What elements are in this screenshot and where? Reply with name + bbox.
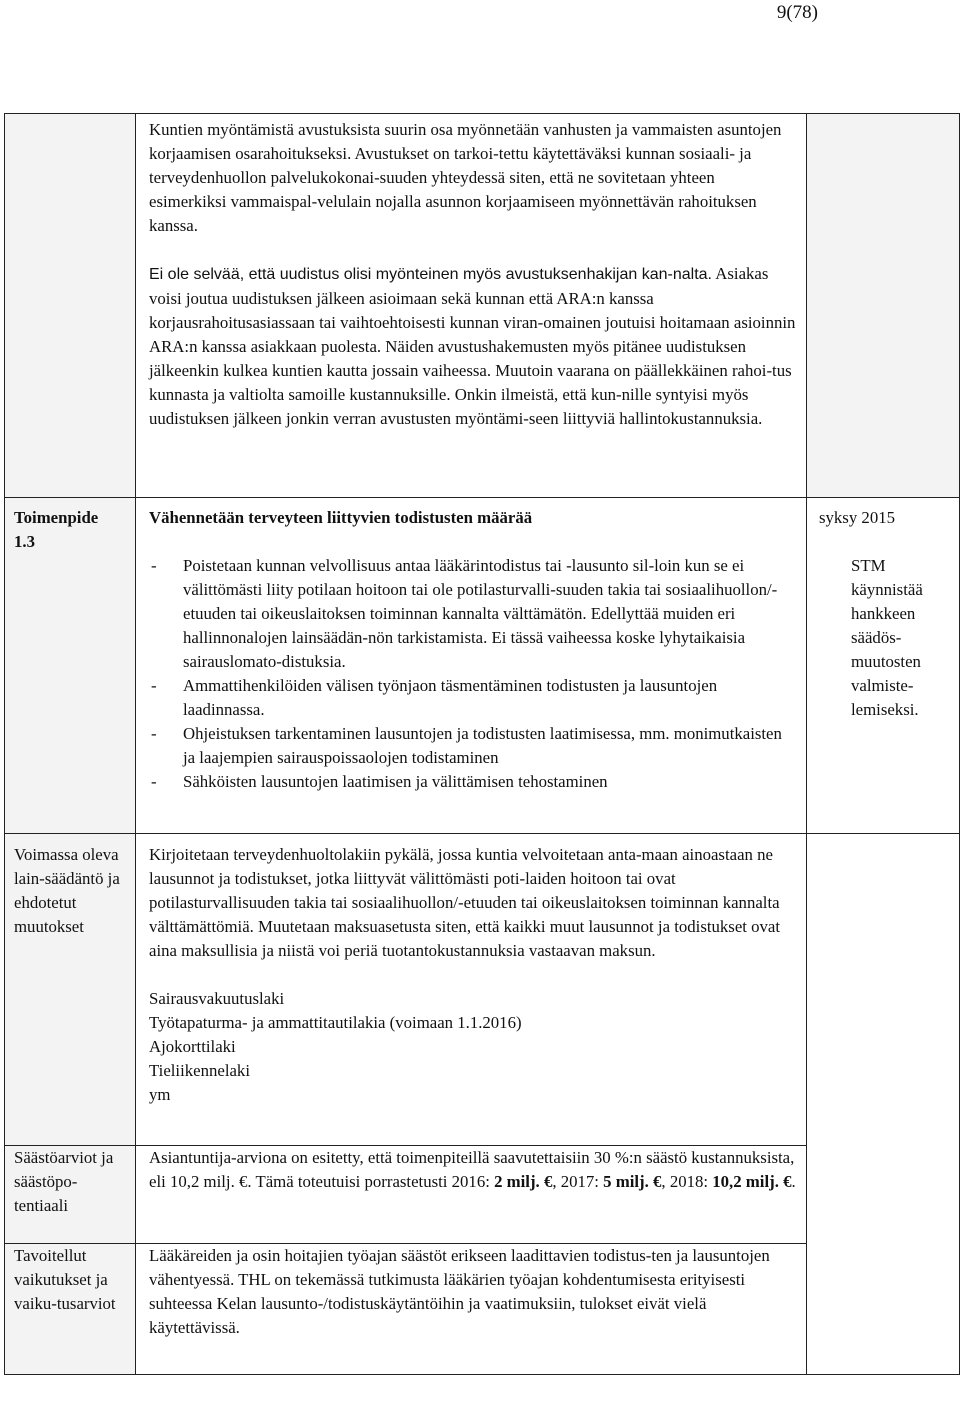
savings-text-main: Asiantuntija-arviona on esitetty, että toimenpiteillä saavutettaisiin 30 %:n säästö kustannuksista, eli 10,2 milj. €. Tämä toteutuisi porrastetusti 2016: [149,1148,795,1191]
table-row-intro [5,114,960,498]
savings-2016: 2 milj. € [494,1172,553,1191]
intro-paragraph-2-rest: Asiakas voisi joutua uudistuksen jälkeen asioimaan sekä kunnan että ARA:n kanssa korjausrahoitusasiassaan tai vaihtoehtoisesti kunnan viran-omainen joutuisi hoitamaan asioinnin ARA:n kanssa asiakkaan puolesta. Näiden avustushakemusten myös pitänee uudistuksen jälkeenkin kulkea kuntien kautta jossain vaiheessa. Muutoin vaarana on päällekkäinen rahoi-tus kunnasta ja valtiolta samoille kustannuksille. Onkin ilmeistä, että kun-nille syntyisi myös uudistuksen jälkeen jonkin verran avustusten myöntämi-seen liittyviä hallintokustannuksia. [149,264,796,428]
measure-title: Vähennetään terveyteen liittyvien todistusten määrää [149,508,533,527]
empty-label-cell [5,114,136,498]
laws-list [149,987,796,1107]
impacts-label-cell [5,1244,136,1375]
list-item: - Sähköisten lausuntojen laatimisen ja välittämisen tehostaminen [149,770,796,794]
law-item: Tieliikennelaki [149,1061,250,1080]
impacts-label: Tavoitellut vaikutukset ja vaiku-tusarviot [14,1246,116,1313]
legislation-label-cell [5,834,136,1146]
legislation-cell [136,834,807,1146]
table-row-legislation [5,834,960,1146]
law-item: Sairausvakuutuslaki [149,989,285,1008]
legislation-label: Voimassa oleva lain-säädäntö ja ehdotetut muutokset [14,845,120,936]
measure-bullet-list [149,554,796,794]
timing-text: syksy 2015 [819,508,895,527]
savings-text [149,1146,796,1194]
measure-cell [136,498,807,834]
table-row-measure [5,498,960,834]
intro-cell [136,114,807,498]
savings-label-cell [5,1146,136,1244]
empty-side-cell [807,114,960,498]
measure-number: 1.3 [14,532,35,551]
list-item: - Ohjeistuksen tarkentaminen lausuntojen ja todistusten laatimisessa, mm. monimutkaisten ja laajempien sairauspoissaolojen todistaminen [149,722,796,770]
savings-sep: , 2018: [661,1172,713,1191]
savings-label: Säästöarviot ja säästöpo-tentiaali [14,1148,114,1215]
savings-sep: , 2017: [552,1172,604,1191]
intro-paragraph-2 [149,262,796,431]
savings-cell [136,1146,807,1244]
list-item: - Poistetaan kunnan velvollisuus antaa lääkärintodistus tai -lausunto sil-loin kun se ei välittömästi liity potilaan hoitoon tai ole potilasturvalli-suuden takia tai sosiaalihuollon/-etuuden tai oikeuslaitoksen toiminnan kannalta välttämätön. Edellyttää muiden eri hallinnonalojen lainsäädän-nön tarkistamista. Ei tässä vaiheessa koske lyhytaikaisia sairauslomato-distuksia. [149,554,796,674]
page-number: 9(78) [776,2,818,23]
law-item: Ajokorttilaki [149,1037,236,1056]
timing-cell [807,498,960,834]
legislation-paragraph: Kirjoitetaan terveydenhuoltolakiin pykälä, jossa kuntia velvoitetaan anta-maan ainoastaan ne lausunnot ja todistukset, jotka liittyvät välittömästi poti-laiden hoitoon tai ovat potilasturvallisuuden takia tai sosiaalihuollon/-etuuden tai oikeuslaitoksen toiminnan kannalta välttämättömiä. Muutetaan maksuasetusta siten, että kaikki muut lausunnot ja todistukset ovat aina maksullisia ja niistä voi periä tuotantokustannuksia vastaavan maksun. [149,845,781,960]
savings-2017: 5 milj. € [603,1172,662,1191]
impacts-text: Lääkäreiden ja osin hoitajien työajan säästöt erikseen laadittavien todistus-ten ja lausuntojen vähentyessä. THL on tekemässä tutkimusta lääkärien työajan kohdentumisesta erityisesti suhteessa Kelan lausunto-/todistuskäytäntöihin ja vaatimuksiin, tulokset eivät vielä käytettävissä. [149,1246,770,1337]
measure-label: Toimenpide [14,508,99,527]
law-item: Työtapaturma- ja ammattitautilakia (voimaan 1.1.2016) [149,1013,522,1032]
measure-label-cell [5,498,136,834]
intro-paragraph-2-lead: Ei ole selvää, että uudistus olisi myönteinen myös avustuksenhakijan kan-nalta. [149,266,712,283]
responsible-text: STM käynnistää hankkeen säädös-muutosten valmiste-lemiseksi. [851,556,923,719]
savings-end: . [791,1172,796,1191]
impacts-cell [136,1244,807,1375]
measures-table [4,113,960,1375]
intro-paragraph-1: Kuntien myöntämistä avustuksista suurin osa myönnetään vanhusten ja vammaisten asuntojen korjaamisen osarahoitukseksi. Avustukset on tarkoi-tettu käytettäväksi kunnan sosiaali- ja terveydenhuollon palvelukokonai-suuden yhteydessä siten, että ne sovitetaan yhteen esimerkiksi vammaispal-velulain nojalla asunnon korjaamiseen myönnettävän rahoituksen kanssa. [149,120,782,235]
list-item: - Ammattihenkilöiden välisen työnjaon täsmentäminen todistusten ja lausuntojen laadinnassa. [149,674,796,722]
savings-2018: 10,2 milj. € [712,1172,792,1191]
empty-side-cell-lower [807,834,960,1375]
law-item: ym [149,1085,171,1104]
